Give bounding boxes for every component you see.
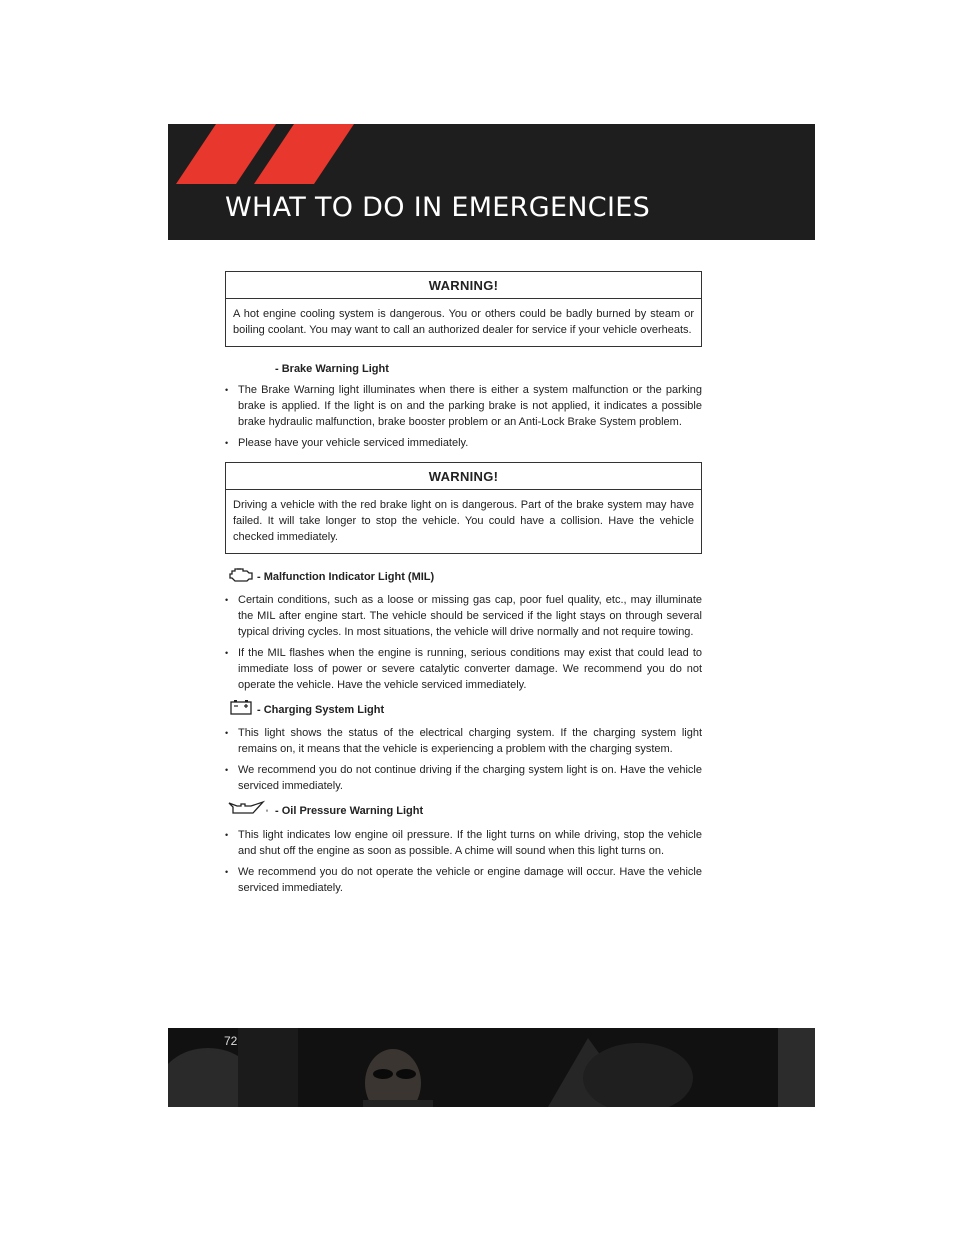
red-stripes-logo xyxy=(168,124,368,194)
mil-heading xyxy=(225,566,702,587)
list-item: • This light indicates low engine oil pressure. If the light turns on while driving, stop the vehicle and shut off the engine as soon as possible. A chime will sound when this light turns on. xyxy=(225,827,702,859)
warning-heading: WARNING! xyxy=(226,272,701,299)
page-header xyxy=(168,124,815,240)
section-label: - Malfunction Indicator Light (MIL) xyxy=(257,570,435,583)
battery-icon xyxy=(230,699,254,720)
charging-heading xyxy=(225,699,702,720)
warning-text: Driving a vehicle with the red brake light on is dangerous. Part of the brake system may have failed. It will take longer to stop the vehicle. You could have a collision. Have the vehicle checked immediately. xyxy=(233,499,694,543)
list-item: • If the MIL flashes when the engine is running, serious conditions may exist that could lead to immediate loss of power or severe catalytic converter damage. We recommend you do not operate the vehicle. Have the vehicle serviced immediately. xyxy=(225,645,702,693)
list-item: • We recommend you do not operate the vehicle or engine damage will occur. Have the vehicle serviced immediately. xyxy=(225,864,702,896)
list-item: • This light shows the status of the electrical charging system. If the charging system light remains on, it means that the vehicle is experiencing a problem with the charging system. xyxy=(225,725,702,757)
list-item: • Please have your vehicle serviced immediately. xyxy=(225,435,702,451)
brake-warning-heading xyxy=(225,361,702,377)
page-title: WHAT TO DO IN EMERGENCIES xyxy=(225,192,651,223)
driver-photo xyxy=(168,1028,815,1107)
warning-heading: WARNING! xyxy=(226,463,701,490)
oil-can-icon xyxy=(228,799,272,822)
section-label: - Brake Warning Light xyxy=(275,363,389,375)
list-item: • Certain conditions, such as a loose or missing gas cap, poor fuel quality, etc., may illuminate the MIL after engine start. The vehicle should be serviced if the light stays on through several typical driving cycles. In most situations, the vehicle will drive normally and not require towing. xyxy=(225,592,702,640)
page-number: 72 xyxy=(224,1034,238,1048)
list-item: • The Brake Warning light illuminates when there is either a system malfunction or the parking brake is applied. If the light is on and the parking brake is not applied, it indicates a possible brake hydraulic malfunction, brake booster problem or an Anti-Lock Brake System problem. xyxy=(225,382,702,430)
engine-icon xyxy=(228,566,254,587)
mil-bullets xyxy=(225,592,702,693)
section-label: - Oil Pressure Warning Light xyxy=(275,804,424,817)
oil-bullets xyxy=(225,827,702,896)
main-content xyxy=(225,271,702,896)
warning-text: A hot engine cooling system is dangerous. You or others could be badly burned by steam or boiling coolant. You may want to call an authorized dealer for service if your vehicle overheats. xyxy=(233,308,694,336)
list-item: • We recommend you do not continue driving if the charging system light is on. Have the vehicle serviced immediately. xyxy=(225,762,702,794)
brake-bullets xyxy=(225,382,702,451)
footer-photo-band xyxy=(168,1028,815,1107)
charging-bullets xyxy=(225,725,702,794)
oil-pressure-heading xyxy=(225,799,702,822)
warning-box xyxy=(225,462,702,554)
warning-box xyxy=(225,271,702,347)
section-label: - Charging System Light xyxy=(257,703,385,716)
